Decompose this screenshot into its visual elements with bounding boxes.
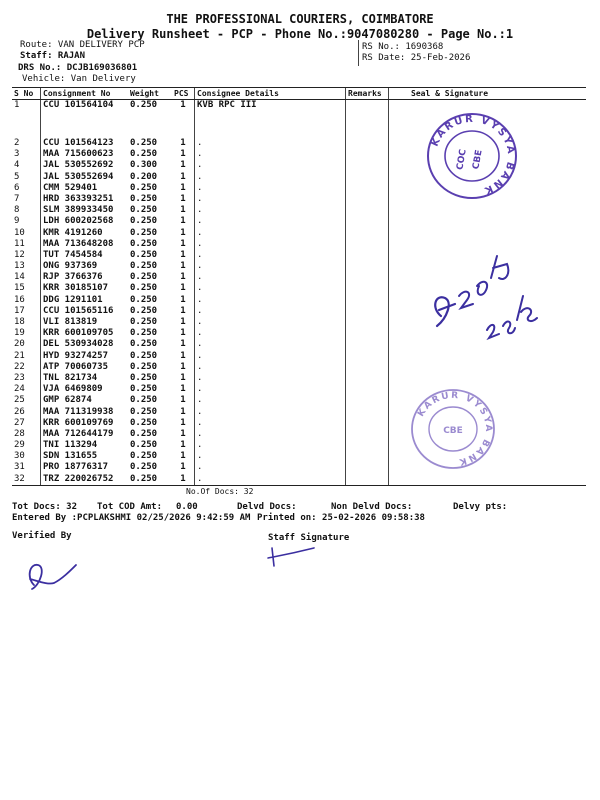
- row-sno: 24: [14, 384, 25, 395]
- row-remarks: [346, 328, 389, 339]
- row-pcs: 1: [180, 440, 186, 451]
- delivery-points: Delvy pts:: [453, 502, 508, 512]
- row-pcs: 1: [180, 216, 186, 227]
- row-weight: 0.300: [130, 160, 158, 171]
- row-consignee-details: .: [195, 250, 346, 261]
- table-row: [12, 205, 586, 216]
- row-remarks: [346, 239, 389, 250]
- table-row: [12, 384, 586, 395]
- row-consignment-no: KRR 600109769: [41, 418, 129, 429]
- row-pcs: 1: [180, 160, 186, 171]
- row-consignment-no: TNL 821734: [41, 373, 129, 384]
- row-sno: 28: [14, 428, 25, 439]
- row-seal: [389, 351, 587, 362]
- row-sno: 4: [14, 160, 20, 171]
- row-weight: 0.250: [130, 384, 158, 395]
- row-pcs: 1: [180, 428, 186, 439]
- row-remarks: [346, 317, 389, 328]
- table-row: [12, 451, 586, 462]
- row-pcs: 1: [180, 384, 186, 395]
- row-consignment-no: DEL 530934028: [41, 339, 129, 350]
- row-consignee-details: .: [195, 395, 346, 406]
- bank-stamp-bottom: [408, 386, 498, 472]
- row-consignment-no: MAA 713648208: [41, 239, 129, 250]
- col-pcs-header: PCS: [172, 88, 195, 100]
- row-weight: 0.250: [130, 205, 158, 216]
- row-consignment-no: CMM 529401: [41, 183, 129, 194]
- row-weight: 0.250: [130, 182, 158, 193]
- row-weight: 0.250: [130, 317, 158, 327]
- row-pcs: 1: [180, 328, 186, 339]
- row-consignee-details: .: [195, 216, 346, 227]
- row-consignment-no: ATP 70060735: [41, 362, 129, 373]
- row-weight: 0.250: [130, 305, 158, 316]
- row-weight: 0.250: [130, 406, 158, 417]
- row-weight: 0.250: [130, 272, 158, 283]
- table-row: [12, 351, 586, 362]
- company-title: THE PROFESSIONAL COURIERS, COIMBATORE: [166, 12, 434, 26]
- row-weight: 0.250: [130, 417, 158, 428]
- bank-stamp-name: KARUR VYSYA BANK: [429, 113, 517, 197]
- row-sno: 27: [14, 417, 25, 428]
- row-weight: 0.250: [130, 216, 158, 227]
- row-weight: 0.250: [130, 451, 158, 462]
- row-consignee-details: .: [195, 339, 346, 350]
- row-weight: 0.250: [130, 440, 158, 451]
- row-consignee-details: .: [195, 362, 346, 373]
- row-pcs: 1: [180, 372, 186, 383]
- row-pcs: 1: [172, 474, 195, 486]
- row-consignment-no: GMP 62874: [41, 395, 129, 406]
- col-remarks-header: Remarks: [346, 88, 389, 100]
- table-row: [12, 407, 586, 418]
- row-consignment-no: JAL 530552694: [41, 172, 129, 183]
- table-row: [12, 462, 586, 473]
- row-remarks: [346, 429, 389, 440]
- row-pcs: 1: [180, 406, 186, 417]
- row-weight: 0.250: [130, 395, 158, 406]
- row-consignee-details: .: [195, 462, 346, 473]
- row-remarks: [346, 474, 389, 486]
- route-label: Route: VAN DELIVERY PCP: [20, 40, 145, 50]
- row-remarks: [346, 250, 389, 261]
- row-remarks: [346, 451, 389, 462]
- row-consignee-details: .: [195, 418, 346, 429]
- row-remarks: [346, 373, 389, 384]
- table-header-row: [12, 88, 586, 100]
- row-weight: 0.250: [130, 350, 158, 361]
- row-consignee-details: .: [195, 228, 346, 239]
- row-consignee-details: .: [195, 205, 346, 216]
- row-consignment-no: TUT 7454584: [41, 250, 129, 261]
- row-remarks: [346, 172, 389, 183]
- row-weight: 0.250: [130, 294, 158, 305]
- col-seal-header: Seal & Signature: [389, 88, 587, 100]
- row-sno: 19: [14, 328, 25, 339]
- verified-by-label: Verified By: [12, 531, 72, 541]
- row-weight: 0.250: [130, 138, 158, 148]
- row-weight: 0.250: [130, 428, 158, 439]
- row-pcs: 1: [180, 395, 186, 406]
- rs-number: RS No.: 1690368: [362, 42, 444, 52]
- verifier-signature: [24, 555, 80, 595]
- row-sno: 16: [14, 294, 25, 305]
- row-remarks: [346, 183, 389, 194]
- row-consignment-no: KRR 600109705: [41, 328, 129, 339]
- row-consignee-details: .: [195, 373, 346, 384]
- row-sno: 10: [14, 227, 25, 238]
- row-consignee-details: .: [195, 429, 346, 440]
- row-remarks: [346, 295, 389, 306]
- row-remarks: [346, 395, 389, 406]
- row-sno: 30: [14, 451, 25, 462]
- printed-on: Printed on: 25-02-2026 09:58:38: [257, 513, 425, 523]
- row-weight: 0.250: [130, 227, 158, 238]
- row-weight: 0.250: [130, 339, 158, 350]
- row-consignment-no: VLI 813819: [41, 317, 129, 328]
- row-remarks: [346, 384, 389, 395]
- bank-stamp-bottom-code: CBE: [443, 426, 463, 436]
- row-pcs: 1: [180, 462, 186, 473]
- table-row: [12, 395, 586, 406]
- row-consignment-no: DDG 1291101: [41, 295, 129, 306]
- row-seal: [389, 362, 587, 373]
- row-consignee-details: .: [195, 194, 346, 205]
- table-row: [12, 228, 586, 239]
- row-consignee-details: .: [195, 283, 346, 294]
- row-consignee-details: .: [195, 440, 346, 451]
- row-weight: 0.250: [130, 462, 158, 473]
- row-consignment-no: HYD 93274257: [41, 351, 129, 362]
- rs-date: RS Date: 25-Feb-2026: [362, 53, 471, 63]
- total-cod-value: 0.00: [176, 502, 198, 512]
- row-consignee-details: .: [195, 306, 346, 317]
- row-pcs: 1: [180, 451, 186, 462]
- row-weight: 0.200: [130, 171, 158, 182]
- entered-by: Entered By :PCPLAKSHMI 02/25/2026 9:42:59 AM: [12, 513, 251, 523]
- row-weight: 0.250: [130, 193, 158, 204]
- row-consignment-no: CCU 101564104: [41, 100, 129, 139]
- row-consignment-no: KRR 30185107: [41, 283, 129, 294]
- row-sno: 22: [14, 361, 25, 372]
- row-sno: 25: [14, 395, 25, 406]
- rs-divider: [358, 40, 359, 66]
- no-of-docs: No.Of Docs: 32: [186, 487, 254, 496]
- row-weight: 0.250: [128, 474, 172, 486]
- row-pcs: 1: [180, 305, 186, 316]
- bank-stamp-branch-label: COC: [455, 148, 469, 171]
- row-remarks: [346, 462, 389, 473]
- row-weight: 0.250: [130, 238, 158, 249]
- row-pcs: 1: [180, 182, 186, 193]
- row-remarks: [346, 194, 389, 205]
- row-consignment-no: KMR 4191260: [41, 228, 129, 239]
- col-weight-header: Weight: [128, 88, 172, 100]
- row-sno: 13: [14, 261, 25, 272]
- table-row: [12, 429, 586, 440]
- col-consignment-header: Consignment No: [41, 88, 129, 100]
- row-sno: 15: [14, 283, 25, 294]
- row-consignment-no: TRZ 220026752: [41, 474, 129, 486]
- bank-stamp-top: [424, 110, 520, 202]
- row-sno: 17: [14, 305, 25, 316]
- row-weight: 0.250: [130, 328, 158, 339]
- row-consignment-no: VJA 6469809: [41, 384, 129, 395]
- row-weight: 0.250: [130, 372, 158, 383]
- row-consignment-no: RJP 3766376: [41, 272, 129, 283]
- row-sno: 32: [12, 474, 41, 486]
- row-weight: 0.250: [130, 100, 158, 110]
- row-remarks: [346, 272, 389, 283]
- row-pcs: 1: [180, 205, 186, 216]
- row-consignee-details: .: [195, 261, 346, 272]
- row-consignment-no: MAA 715600623: [41, 149, 129, 160]
- row-seal: [389, 205, 587, 216]
- row-consignee-details: .: [195, 172, 346, 183]
- table-row: [12, 418, 586, 429]
- row-sno: 20: [14, 339, 25, 350]
- row-pcs: 1: [180, 227, 186, 238]
- row-remarks: [346, 339, 389, 350]
- row-pcs: 1: [180, 283, 186, 294]
- row-consignee-details: .: [195, 183, 346, 194]
- row-consignment-no: HRD 363393251: [41, 194, 129, 205]
- row-pcs: 1: [180, 238, 186, 249]
- row-consignee-details: .: [195, 272, 346, 283]
- handwritten-time-date: [425, 238, 545, 348]
- row-pcs: 1: [180, 294, 186, 305]
- row-consignment-no: MAA 712644179: [41, 429, 129, 440]
- row-remarks: [346, 306, 389, 317]
- row-pcs: 1: [180, 350, 186, 361]
- row-weight: 0.250: [130, 261, 158, 272]
- row-remarks: [346, 440, 389, 451]
- row-consignee-details: .: [195, 384, 346, 395]
- row-remarks: [346, 407, 389, 418]
- row-weight: 0.250: [130, 283, 158, 294]
- row-consignment-no: TNI 113294: [41, 440, 129, 451]
- row-pcs: 1: [180, 272, 186, 283]
- row-sno: 8: [14, 205, 20, 216]
- row-consignee-details: .: [195, 451, 346, 462]
- row-sno: 6: [14, 182, 20, 193]
- table-row: [12, 373, 586, 384]
- row-pcs: 1: [180, 171, 186, 182]
- staff-signature: [266, 544, 318, 570]
- row-sno: 5: [14, 171, 20, 182]
- row-consignment-no: SLM 389933450: [41, 205, 129, 216]
- row-pcs: 1: [180, 317, 186, 327]
- col-consignee-header: Consignee Details: [195, 88, 346, 100]
- total-docs: Tot Docs: 32: [12, 502, 78, 512]
- row-sno: 2: [14, 138, 20, 148]
- row-consignee-details: .: [195, 160, 346, 171]
- row-consignee-details: .: [195, 317, 346, 328]
- table-row: [12, 362, 586, 373]
- row-consignee-details: .: [195, 351, 346, 362]
- row-weight: 0.250: [130, 361, 158, 372]
- row-seal: [389, 474, 587, 486]
- row-sno: 31: [14, 462, 25, 473]
- row-remarks: [346, 149, 389, 160]
- row-sno: 7: [14, 193, 20, 204]
- row-sno: 21: [14, 350, 25, 361]
- delivered-docs: Delvd Docs:: [237, 502, 297, 512]
- row-consignee-details: .: [195, 295, 346, 306]
- row-remarks: [346, 362, 389, 373]
- row-pcs: 1: [180, 149, 186, 160]
- non-delivered-docs: Non Delvd Docs:: [331, 502, 413, 512]
- row-consignment-no: CCU 101565116: [41, 306, 129, 317]
- row-consignee-details: KVB RPC III: [195, 100, 346, 139]
- row-consignee-details: .: [195, 328, 346, 339]
- row-consignment-no: ONG 937369: [41, 261, 129, 272]
- row-consignee-details: .: [195, 407, 346, 418]
- row-pcs: 1: [180, 361, 186, 372]
- table-row: [12, 474, 586, 486]
- total-cod-label: Tot COD Amt:: [97, 502, 163, 512]
- row-remarks: [346, 100, 389, 139]
- row-seal: [389, 373, 587, 384]
- vehicle-label: Vehicle: Van Delivery: [22, 74, 136, 84]
- row-sno: 11: [14, 238, 25, 249]
- row-pcs: 1: [180, 138, 186, 148]
- row-seal: [389, 228, 587, 239]
- bank-stamp-branch-code: CBE: [471, 149, 485, 171]
- row-pcs: 1: [180, 339, 186, 350]
- staff-label: Staff: RAJAN: [20, 51, 86, 61]
- row-sno: 1: [14, 100, 20, 110]
- drs-number: DRS No.: DCJB169036801: [18, 63, 138, 73]
- row-weight: 0.250: [130, 249, 158, 260]
- row-remarks: [346, 418, 389, 429]
- col-sno-header: S No: [12, 88, 41, 100]
- row-consignment-no: CCU 101564123: [41, 138, 129, 149]
- row-consignment-no: JAL 530552692: [41, 160, 129, 171]
- row-remarks: [346, 216, 389, 227]
- row-pcs: 1: [180, 193, 186, 204]
- row-consignment-no: LDH 600202568: [41, 216, 129, 227]
- row-consignee-details: .: [195, 474, 346, 486]
- row-consignment-no: PRO 18776317: [41, 462, 129, 473]
- staff-signature-label: Staff Signature: [268, 533, 350, 543]
- row-remarks: [346, 205, 389, 216]
- row-consignee-details: .: [195, 149, 346, 160]
- bank-stamp-bottom-name: KARUR VYSYA BANK: [416, 390, 494, 467]
- row-consignee-details: .: [195, 239, 346, 250]
- row-sno: 26: [14, 406, 25, 417]
- row-sno: 14: [14, 272, 25, 283]
- row-sno: 12: [14, 249, 25, 260]
- row-sno: 9: [14, 216, 20, 227]
- row-remarks: [346, 138, 389, 149]
- row-pcs: 1: [180, 417, 186, 428]
- row-remarks: [346, 228, 389, 239]
- row-remarks: [346, 160, 389, 171]
- table-row: [12, 440, 586, 451]
- row-sno: 18: [14, 317, 25, 327]
- runsheet-subtitle: Delivery Runsheet - PCP - Phone No.:9047080280 - Page No.:1: [86, 27, 514, 41]
- row-pcs: 1: [180, 249, 186, 260]
- row-weight: 0.250: [130, 149, 158, 160]
- table-row: [12, 216, 586, 227]
- row-consignment-no: SDN 131655: [41, 451, 129, 462]
- row-consignee-details: .: [195, 138, 346, 149]
- row-sno: 29: [14, 440, 25, 451]
- row-sno: 23: [14, 372, 25, 383]
- row-pcs: 1: [180, 261, 186, 272]
- row-seal: [389, 216, 587, 227]
- row-remarks: [346, 261, 389, 272]
- row-consignment-no: MAA 711319938: [41, 407, 129, 418]
- row-remarks: [346, 351, 389, 362]
- row-sno: 3: [14, 149, 20, 160]
- row-remarks: [346, 283, 389, 294]
- row-pcs: 1: [180, 100, 186, 110]
